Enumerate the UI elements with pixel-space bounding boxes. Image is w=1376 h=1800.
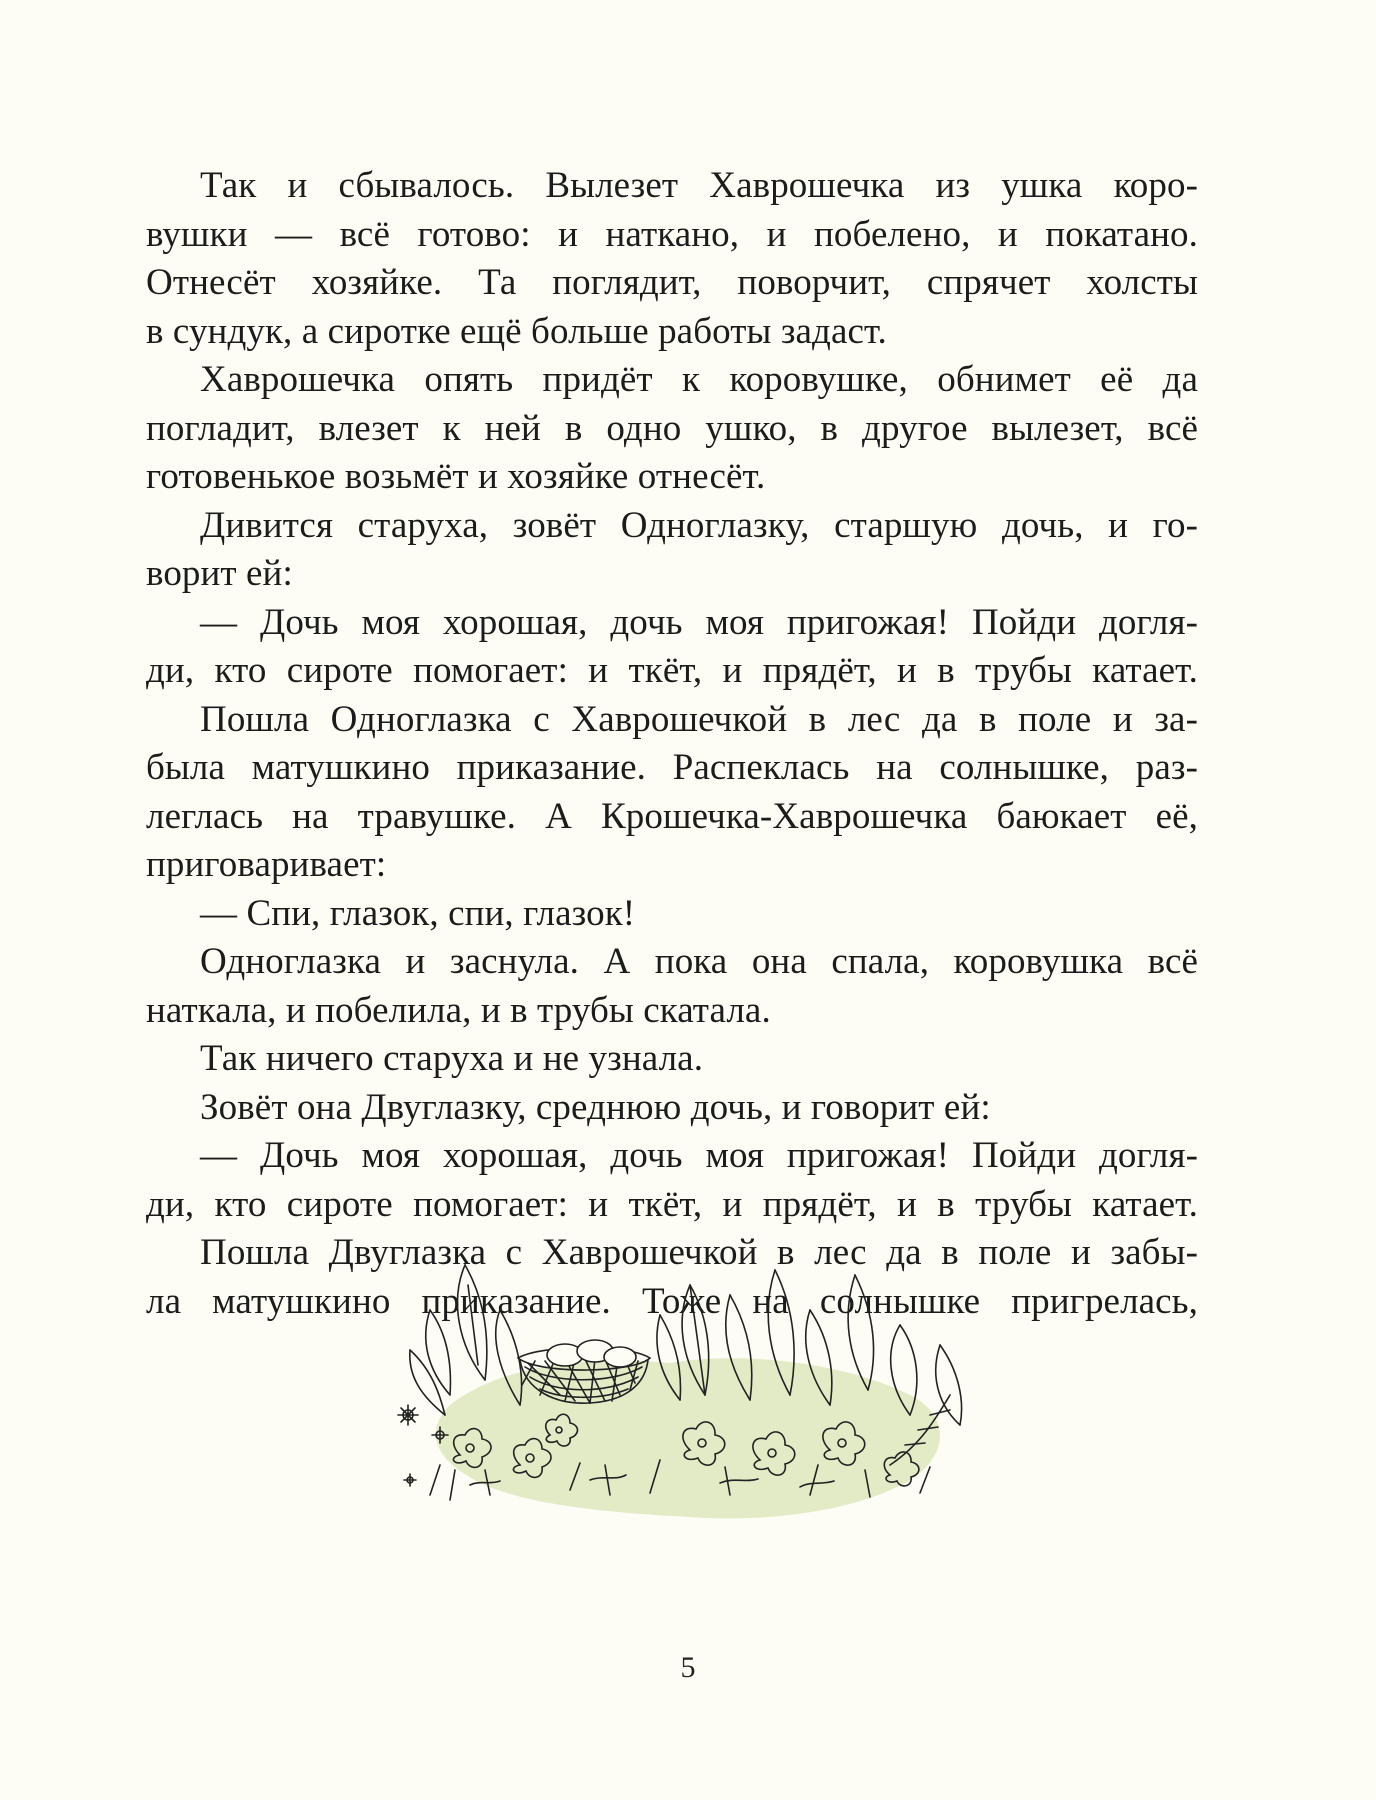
text-line: готовенькое возьмёт и хозяйке отнесёт. [146, 456, 766, 497]
text-line: Так ничего старуха и не узнала. [200, 1038, 704, 1079]
text-line: Одноглазка и заснула. А пока она спала, коровушка всё [200, 941, 1198, 982]
text-line: Зовёт она Двуглазку, среднюю дочь, и говорит ей: [200, 1086, 991, 1128]
text-line: ди, кто сироте помогает: и ткёт, и прядёт, и в трубы катает. [146, 1183, 1198, 1225]
text-line: ворит ей: [146, 553, 293, 594]
text-line: Пошла Двуглазка с Хаврошечкой в лес да в поле и забы- [200, 1232, 1198, 1273]
text-line: — Дочь моя хорошая, дочь моя пригожая! Пойди догля- [200, 601, 1198, 643]
page-number: 5 [680, 1651, 696, 1684]
story-text [146, 162, 1198, 1326]
text-line: леглась на травушке. А Крошечка-Хаврошечка баюкает её, [146, 795, 1198, 837]
text-line: в сундук, а сиротке ещё больше работы задаст. [146, 310, 887, 352]
text-line: вушки — всё готово: и наткано, и побелено, и покатано. [146, 213, 1198, 255]
text-line: Пошла Одноглазка с Хаврошечкой в лес да в поле и за- [200, 698, 1198, 740]
text-line: наткала, и побелила, и в трубы скатала. [146, 989, 771, 1031]
text-line: Так и сбывалось. Вылезет Хаврошечка из ушка коро- [200, 165, 1198, 206]
text-line: Отнесёт хозяйке. Та поглядит, поворчит, спрячет холсты [146, 262, 1198, 303]
text-line: — Спи, глазок, спи, глазок! [200, 892, 636, 934]
text-line: ди, кто сироте помогает: и ткёт, и прядёт, и в трубы катает. [146, 650, 1198, 691]
text-line: Хаврошечка опять придёт к коровушке, обнимет её да [200, 359, 1198, 400]
text-line: была матушкино приказание. Распеклась на солнышке, раз- [146, 747, 1198, 788]
text-line: погладит, влезет к ней в одно ушко, в другое вылезет, всё [146, 407, 1198, 449]
text-line: приговаривает: [146, 844, 387, 885]
text-line: Дивится старуха, зовёт Одноглазку, старшую дочь, и го- [200, 504, 1198, 546]
nest-illustration [390, 1255, 990, 1525]
text-line: — Дочь моя хорошая, дочь моя пригожая! Пойди догля- [200, 1135, 1198, 1176]
text-line: ла матушкино приказание. Тоже на солнышке пригрелась, [146, 1280, 1198, 1322]
